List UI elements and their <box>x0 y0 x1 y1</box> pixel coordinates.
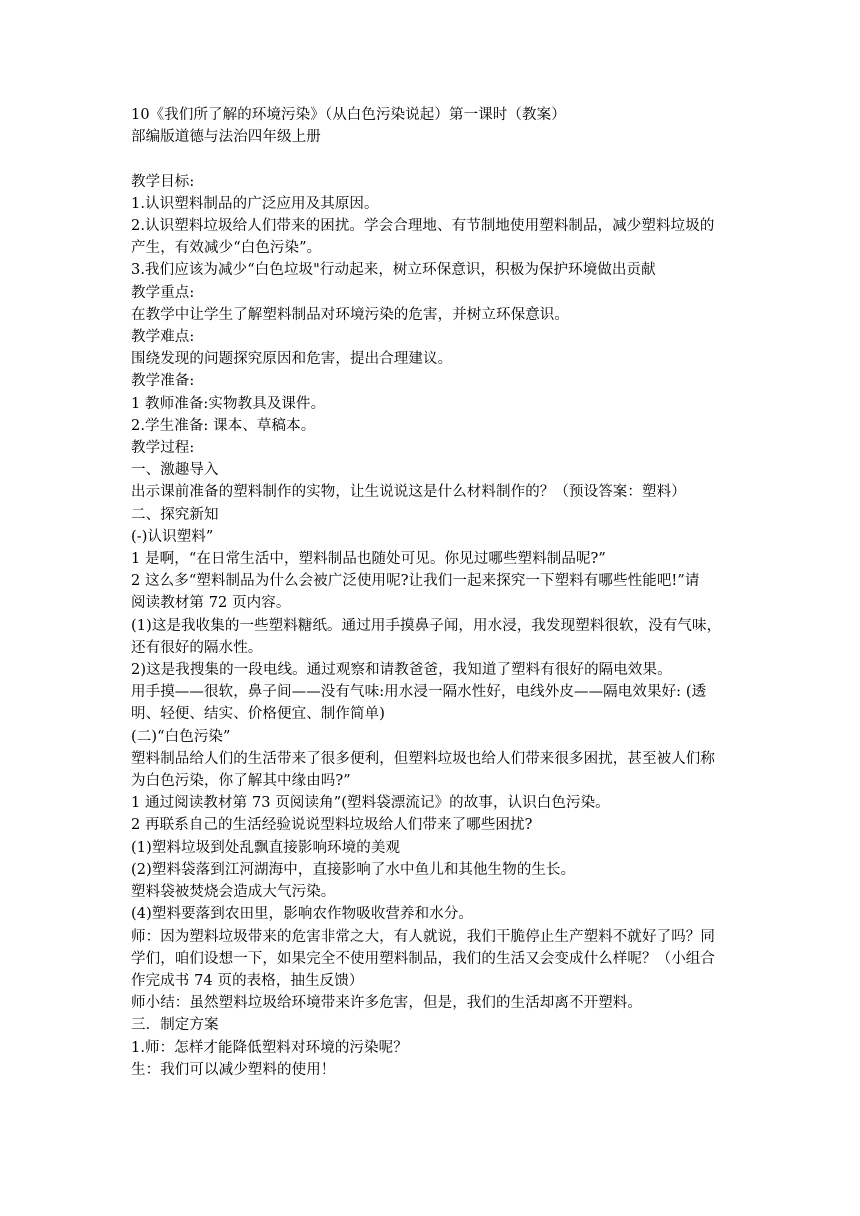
document-subtitle: 部编版道德与法治四年级上册 <box>131 129 321 146</box>
body-line: 产生，有效减少“白色污染”。 <box>131 240 322 257</box>
body-line: 1 是啊，“在日常生活中，塑料制品也随处可见。你见过哪些塑料制品呢?” <box>131 551 606 568</box>
body-line: 作完成书 74 页的表格，抽生反馈） <box>131 972 364 989</box>
body-line: 教学准备: <box>131 373 195 390</box>
body-line: 还有很好的隔水性。 <box>131 639 263 656</box>
body-line: (1)塑料垃圾到处乱飘直接影响环境的美观 <box>131 839 401 856</box>
document-title: 10《我们所了解的环境污染》（从白色污染说起）第一课时（教案） <box>131 107 566 123</box>
body-line: 教学目标: <box>131 173 195 190</box>
body-line: 2)这是我搜集的一段电线。通过观察和请教爸爸，我知道了塑料有很好的隔电效果。 <box>131 662 672 679</box>
body-line: 1.认识塑料制品的广泛应用及其原因。 <box>131 195 379 212</box>
body-line: 2.认识塑料垃圾给人们带来的困扰。学会合理地、有节制地使用塑料制品，减少塑料垃圾的 <box>131 218 715 234</box>
body-line: (二)“白色污染” <box>131 728 231 745</box>
body-line: 明、轻便、结实、价格便宜、制作简单) <box>131 706 385 723</box>
body-line: 学们，咱们设想一下，如果完全不使用塑料制品，我们的生活又会变成什么样呢？（小组合 <box>131 950 715 967</box>
body-line: 出示课前准备的塑料制作的实物，让生说说这是什么材料制作的？（预设答案：塑料） <box>131 484 686 501</box>
body-line: 围绕发现的问题探究原因和危害，提出合理建议。 <box>131 351 453 368</box>
body-line: 塑料袋被焚烧会造成大气污染。 <box>131 884 336 901</box>
body-line: 在教学中让学生了解塑料制品对环境污染的危害，并树立环保意识。 <box>131 306 569 323</box>
body-line: 3.我们应该为减少“白色垃圾"行动起来，树立环保意识，积极为保护环境做出贡献 <box>131 262 656 279</box>
body-line: 用手摸——很软，鼻子间——没有气味:用水浸一隔水性好，电线外皮——隔电效果好: (透 <box>131 684 707 701</box>
body-line: 一、激趣导入 <box>131 462 219 479</box>
body-line: 1.师：怎样才能降低塑料对环境的污染呢？ <box>131 1039 408 1056</box>
body-line: 1 通过阅读教材第 73 页阅读角”(塑料袋漂流记》的故事，认识白色污染。 <box>131 795 610 812</box>
body-line: 二、探究新知 <box>131 506 219 523</box>
body-line: 1 教师准备:实物教具及课件。 <box>131 395 326 412</box>
body-line: 教学重点: <box>131 284 195 301</box>
body-line: 师：因为塑料垃圾带来的危害非常之大，有人就说，我们干脆停止生产塑料不就好了吗？同 <box>131 928 715 945</box>
body-line: 2.学生准备: 课本、草稿本。 <box>131 417 316 434</box>
body-line: 教学过程: <box>131 440 195 457</box>
body-line: 2 再联系自己的生活经验说说型料垃圾给人们带来了哪些困扰? <box>131 817 533 834</box>
body-line: 阅读教材第 72 页内容。 <box>131 595 291 612</box>
blank-line <box>131 148 736 170</box>
body-line: 三．制定方案 <box>131 1017 219 1034</box>
body-line: (1)这是我收集的一些塑料糖纸。通过用手摸鼻子闻，用水浸，我发现塑料很软，没有气味， <box>131 617 722 634</box>
body-line: 生：我们可以减少塑料的使用！ <box>131 1061 336 1078</box>
body-line: (4)塑料要落到农田里，影响农作物吸收营养和水分。 <box>131 906 474 923</box>
body-line: 师小结：虽然塑料垃圾给环境带来许多危害，但是，我们的生活却离不开塑料。 <box>131 995 642 1012</box>
document-body <box>131 171 736 1081</box>
body-line: 为白色污染，你了解其中缘由吗?” <box>131 773 351 790</box>
body-line: 教学难点: <box>131 329 195 346</box>
body-line: (-)认识塑料” <box>131 528 214 545</box>
body-line: 2 这么多“塑料制品为什么会被广泛使用呢?让我们一起来探究一下塑料有哪些性能吧!”请 <box>131 573 700 590</box>
body-line: 塑料制品给人们的生活带来了很多便利，但塑料垃圾也给人们带来很多困扰，甚至被人们称 <box>131 750 715 767</box>
body-line: (2)塑料袋落到江河湖海中，直接影响了水中鱼儿和其他生物的生长。 <box>131 861 576 878</box>
